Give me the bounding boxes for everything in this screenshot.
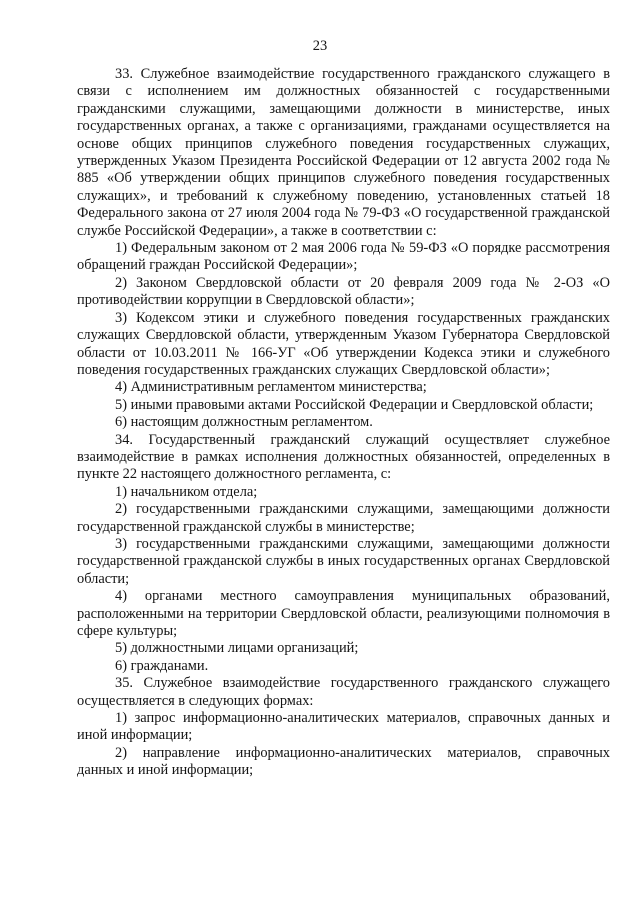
list-item-33-4: 4) Административным регламентом министерства;: [115, 379, 427, 396]
list-item-34-1: 1) начальником отдела;: [115, 483, 258, 500]
list-item-34-2: 2) государственными гражданскими служащими, замещающими должности государственной гражданской службы в министерстве;: [77, 501, 610, 535]
list-item-35-2: 2) направление информационно-аналитических материалов, справочных данных и иной информации;: [77, 744, 610, 779]
paragraph-35: 35. Служебное взаимодействие государственного гражданского служащего осуществляется в следующих формах:: [77, 675, 610, 709]
list-item-33-1: 1) Федеральным законом от 2 мая 2006 года № 59-ФЗ «О порядке рассмотрения обращений граждан Российской Федерации»;: [77, 240, 610, 274]
list-item-33-2: 2) Законом Свердловской области от 20 февраля 2009 года № 2-ОЗ «О противодействии коррупции в Свердловской области»;: [77, 274, 610, 309]
list-item-33-3: 3) Кодексом этики и служебного поведения государственных гражданских служащих Свердловской области, утвержденным Указом Губернатора Свердловской области от 10.03.2011 № 166-УГ «Об утверждении Кодекса этики и служебного поведения государственных гражданских служащих Свердловской области»;: [77, 309, 610, 378]
list-item-35-1: 1) запрос информационно-аналитических материалов, справочных данных и иной информации;: [77, 710, 610, 744]
paragraph-34: 34. Государственный гражданский служащий осуществляет служебное взаимодействие в рамках исполнения должностных обязанностей, определенных в пункте 22 настоящего должностного регламента, с:: [77, 431, 610, 483]
document-body: [77, 66, 610, 780]
list-item-34-6: 6) гражданами.: [115, 657, 209, 674]
list-item-34-3: 3) государственными гражданскими служащими, замещающими должности государственной гражданской службы в иных государственных органах Свердловской области;: [77, 535, 610, 587]
list-item-33-5: 5) иными правовыми актами Российской Федерации и Свердловской области;: [115, 396, 594, 413]
paragraph-33: 33. Служебное взаимодействие государственного гражданского служащего в связи с исполнением им должностных обязанностей с государственными гражданскими служащими, замещающими должности в министерстве, иных государственных органах, а также с организациями, гражданами осуществляется на основе общих принципов служебного поведения государственных служащих, утвержденных Указом Президента Российской Федерации от 12 августа 2002 года № 885 «Об утверждении общих принципов служебного поведения государственных служащих», и требований к служебному поведению, установленных статьей 18 Федерального закона от 27 июля 2004 года № 79-ФЗ «О государственной гражданской службе Российской Федерации», а также в соответствии с:: [77, 66, 610, 239]
list-item-34-4: 4) органами местного самоуправления муниципальных образований, расположенными на территории Свердловской области, реализующими полномочия в сфере культуры;: [77, 588, 610, 639]
list-item-34-5: 5) должностными лицами организаций;: [115, 640, 359, 657]
list-item-33-6: 6) настоящим должностным регламентом.: [115, 414, 373, 431]
page-number: 23: [312, 38, 328, 54]
